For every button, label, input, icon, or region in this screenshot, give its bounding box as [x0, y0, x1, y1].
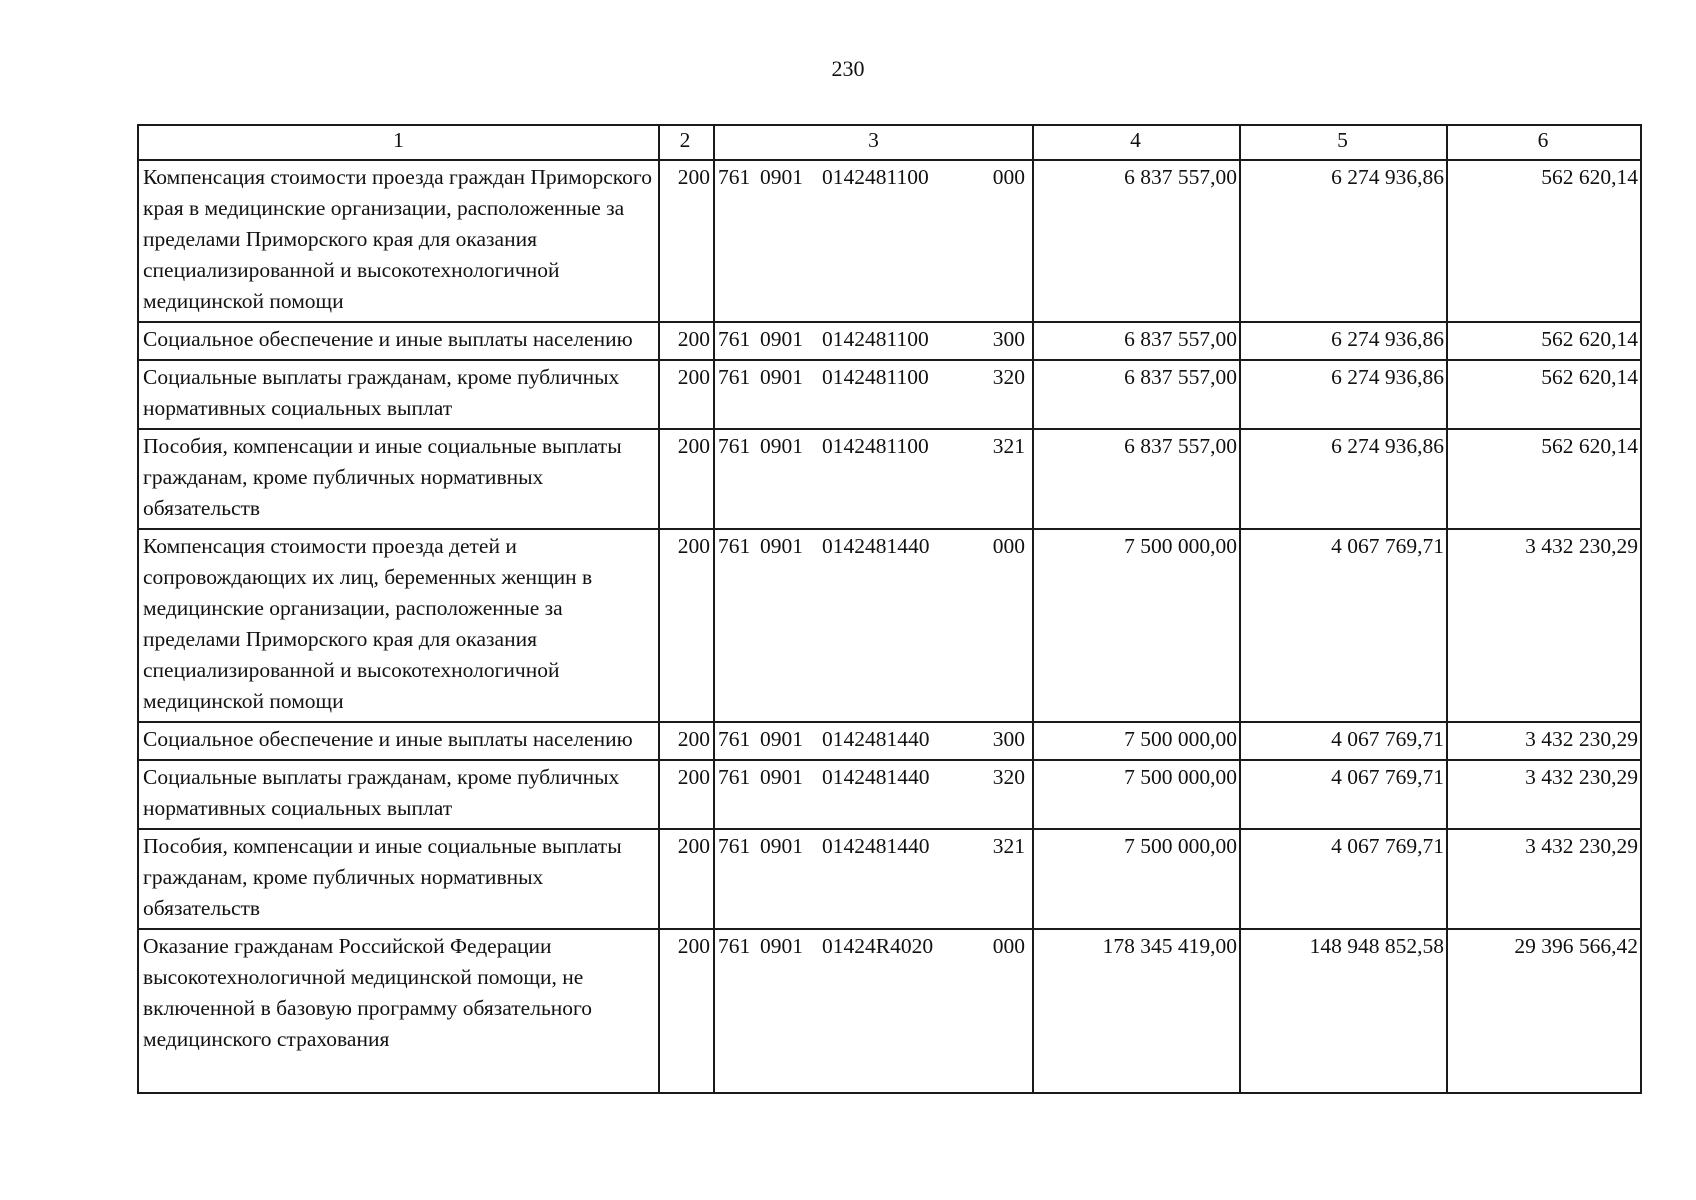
expense-kind-code: 321	[992, 434, 1025, 458]
table-header-row	[138, 125, 1641, 160]
row-col5-cell: 6 274 936,86	[1240, 322, 1447, 360]
ministry-code: 761	[718, 534, 751, 558]
column-header-6: 6	[1447, 125, 1641, 160]
row-name: Компенсация стоимости проезда детей и сопровождающих их лиц, беременных женщин в медицинские организации, расположенные за пределами Приморского края для оказания специализированной и высокотехнологичной медицинской помощи	[143, 534, 593, 713]
expense-kind-code: 320	[992, 365, 1025, 389]
row-col2-cell: 200	[659, 529, 714, 722]
row-col6-cell: 562 620,14	[1447, 429, 1641, 529]
ministry-code: 761	[718, 765, 751, 789]
row-col2-cell: 200	[659, 829, 714, 929]
target-code: 01424R4020	[822, 934, 934, 958]
row-col5-cell: 4 067 769,71	[1240, 529, 1447, 722]
row-name-cell	[138, 760, 659, 829]
row-name: Социальное обеспечение и иные выплаты населению	[143, 727, 633, 751]
target-code: 0142481440	[822, 727, 930, 751]
row-name: Социальные выплаты гражданам, кроме публичных нормативных социальных выплат	[143, 365, 620, 420]
row-col4-cell: 7 500 000,00	[1033, 829, 1240, 929]
expense-kind-code: 321	[992, 834, 1025, 858]
target-code: 0142481440	[822, 534, 930, 558]
row-col4-cell: 7 500 000,00	[1033, 760, 1240, 829]
row-code-cell	[714, 722, 1033, 760]
row-col6-cell: 562 620,14	[1447, 160, 1641, 322]
section-code: 0901	[760, 165, 803, 189]
row-col2-cell: 200	[659, 722, 714, 760]
row-name: Пособия, компенсации и иные социальные выплаты гражданам, кроме публичных нормативных обязательств	[143, 434, 622, 520]
ministry-code: 761	[718, 934, 751, 958]
column-header-1: 1	[138, 125, 659, 160]
row-col2-cell: 200	[659, 429, 714, 529]
row-code-cell	[714, 322, 1033, 360]
row-col4-cell: 6 837 557,00	[1033, 429, 1240, 529]
ministry-code: 761	[718, 727, 751, 751]
section-code: 0901	[760, 834, 803, 858]
expense-kind-code: 300	[992, 727, 1025, 751]
section-code: 0901	[760, 365, 803, 389]
row-col5-cell: 6 274 936,86	[1240, 360, 1447, 429]
target-code: 0142481100	[822, 327, 929, 351]
expense-kind-code: 300	[992, 327, 1025, 351]
row-col6-cell: 29 396 566,42	[1447, 929, 1641, 1093]
row-col5-cell: 148 948 852,58	[1240, 929, 1447, 1093]
row-col6-cell: 3 432 230,29	[1447, 529, 1641, 722]
row-code-cell	[714, 160, 1033, 322]
row-name-cell	[138, 360, 659, 429]
row-col5-cell: 6 274 936,86	[1240, 160, 1447, 322]
ministry-code: 761	[718, 327, 751, 351]
expense-kind-code: 000	[992, 934, 1025, 958]
row-col4-cell: 6 837 557,00	[1033, 322, 1240, 360]
expense-kind-code: 000	[992, 165, 1025, 189]
column-header-5: 5	[1240, 125, 1447, 160]
row-code-cell	[714, 929, 1033, 1093]
target-code: 0142481440	[822, 834, 930, 858]
target-code: 0142481100	[822, 165, 929, 189]
table-row	[138, 360, 1641, 429]
table-row	[138, 760, 1641, 829]
row-col2-cell: 200	[659, 322, 714, 360]
row-name: Компенсация стоимости проезда граждан Приморского края в медицинские организации, расположенные за пределами Приморского края для оказания специализированной и высокотехнологичной медицинской помощи	[143, 165, 652, 313]
row-col5-cell: 4 067 769,71	[1240, 722, 1447, 760]
row-col6-cell: 3 432 230,29	[1447, 722, 1641, 760]
row-name-cell	[138, 722, 659, 760]
ministry-code: 761	[718, 365, 751, 389]
row-col6-cell: 562 620,14	[1447, 322, 1641, 360]
row-name-cell	[138, 429, 659, 529]
row-name-cell	[138, 929, 659, 1093]
row-col2-cell: 200	[659, 929, 714, 1093]
row-col5-cell: 4 067 769,71	[1240, 760, 1447, 829]
row-col2-cell: 200	[659, 760, 714, 829]
table-row	[138, 829, 1641, 929]
row-name: Социальное обеспечение и иные выплаты населению	[143, 327, 633, 351]
table-row	[138, 929, 1641, 1093]
row-code-cell	[714, 360, 1033, 429]
ministry-code: 761	[718, 165, 751, 189]
table-row	[138, 529, 1641, 722]
row-col4-cell: 6 837 557,00	[1033, 360, 1240, 429]
row-code-cell	[714, 529, 1033, 722]
row-code-cell	[714, 429, 1033, 529]
section-code: 0901	[760, 534, 803, 558]
section-code: 0901	[760, 765, 803, 789]
row-col4-cell: 6 837 557,00	[1033, 160, 1240, 322]
table-row	[138, 722, 1641, 760]
row-name: Социальные выплаты гражданам, кроме публичных нормативных социальных выплат	[143, 765, 620, 820]
row-col2-cell: 200	[659, 160, 714, 322]
table-row	[138, 160, 1641, 322]
row-code-cell	[714, 829, 1033, 929]
row-col4-cell: 178 345 419,00	[1033, 929, 1240, 1093]
section-code: 0901	[760, 434, 803, 458]
row-name: Оказание гражданам Российской Федерации высокотехнологичной медицинской помощи, не включенной в базовую программу обязательного медицинского страхования	[143, 934, 593, 1051]
table-body	[138, 160, 1641, 1093]
table-row	[138, 429, 1641, 529]
row-name-cell	[138, 160, 659, 322]
row-code-cell	[714, 760, 1033, 829]
ministry-code: 761	[718, 434, 751, 458]
row-col5-cell: 6 274 936,86	[1240, 429, 1447, 529]
page-number: 230	[831, 56, 865, 81]
row-name: Пособия, компенсации и иные социальные выплаты гражданам, кроме публичных нормативных обязательств	[143, 834, 622, 920]
target-code: 0142481100	[822, 434, 929, 458]
expense-kind-code: 320	[992, 765, 1025, 789]
row-name-cell	[138, 322, 659, 360]
section-code: 0901	[760, 327, 803, 351]
table-row	[138, 322, 1641, 360]
row-col4-cell: 7 500 000,00	[1033, 529, 1240, 722]
row-col6-cell: 562 620,14	[1447, 360, 1641, 429]
row-col5-cell: 4 067 769,71	[1240, 829, 1447, 929]
column-header-4: 4	[1033, 125, 1240, 160]
column-header-2: 2	[659, 125, 714, 160]
target-code: 0142481100	[822, 365, 929, 389]
expense-kind-code: 000	[992, 534, 1025, 558]
ministry-code: 761	[718, 834, 751, 858]
target-code: 0142481440	[822, 765, 930, 789]
row-col6-cell: 3 432 230,29	[1447, 829, 1641, 929]
row-name-cell	[138, 529, 659, 722]
row-name-cell	[138, 829, 659, 929]
row-col4-cell: 7 500 000,00	[1033, 722, 1240, 760]
section-code: 0901	[760, 934, 803, 958]
row-col6-cell: 3 432 230,29	[1447, 760, 1641, 829]
row-col2-cell: 200	[659, 360, 714, 429]
column-header-3: 3	[714, 125, 1033, 160]
section-code: 0901	[760, 727, 803, 751]
budget-table	[137, 124, 1642, 1094]
